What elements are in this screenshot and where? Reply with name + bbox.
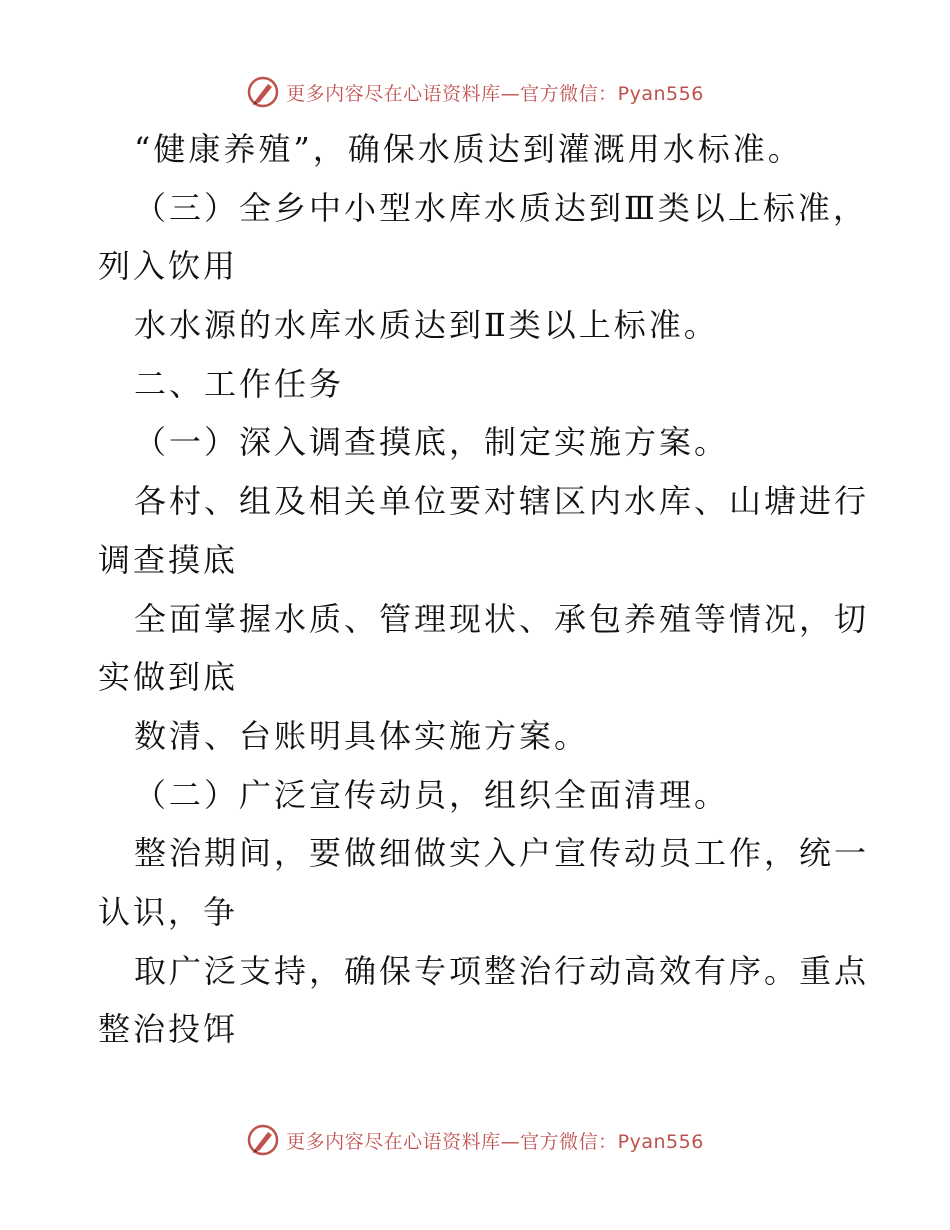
subsection-heading: （二）广泛宣传动员，组织全面清理。 [134, 775, 730, 814]
section-heading: 二、工作任务 [134, 364, 345, 403]
paragraph-line: 取广泛支持，确保专项整治行动高效有序。重点 [134, 951, 870, 990]
watermark-text: 更多内容尽在心语资料库—官方微信：Pyan556 [286, 82, 704, 105]
paragraph-line: 实做到底 [98, 658, 239, 697]
paragraph-line: 各村、组及相关单位要对辖区内水库、山塘进行 [134, 482, 870, 521]
subsection-heading: （一）深入调查摸底，制定实施方案。 [134, 423, 730, 462]
paragraph-line: “健康养殖”，确保水质达到灌溉用水标准。 [134, 130, 803, 168]
watermark-text: 更多内容尽在心语资料库—官方微信：Pyan556 [286, 1130, 704, 1153]
paragraph-line: 数清、台账明具体实施方案。 [134, 716, 590, 755]
pen-logo-icon [246, 1123, 280, 1157]
document-body [98, 120, 870, 1059]
paragraph-line: 全面掌握水质、管理现状、承包养殖等情况，切 [134, 599, 870, 638]
footer-watermark [0, 1120, 950, 1160]
paragraph-line: （三）全乡中小型水库水质达到Ⅲ类以上标准， [134, 188, 868, 227]
paragraph-line: 认识，争 [98, 892, 239, 931]
pen-logo-icon [246, 75, 280, 109]
paragraph-line: 整治期间，要做细做实入户宣传动员工作，统一 [134, 834, 870, 873]
paragraph-line: 水水源的水库水质达到Ⅱ类以上标准。 [134, 306, 719, 345]
header-watermark [0, 72, 950, 112]
paragraph-line: 调查摸底 [98, 540, 239, 579]
paragraph-line: 整治投饵 [98, 1010, 239, 1049]
paragraph-line: 列入饮用 [98, 247, 239, 286]
